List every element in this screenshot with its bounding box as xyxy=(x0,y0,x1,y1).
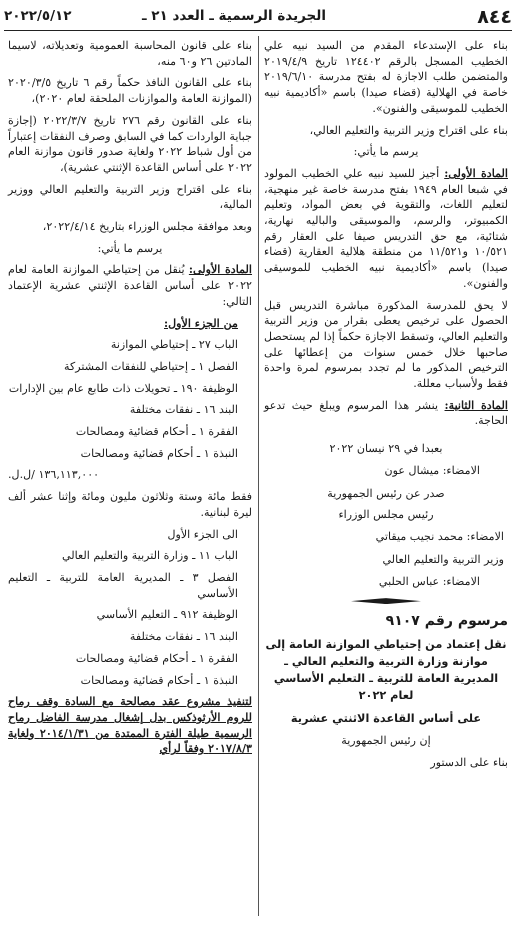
article-1-text: أجيز للسيد نبيه علي الخطيب المولود في شبعا العام ١٩٤٩ بفتح مدرسة خاصة غير منهجية، لتعليم اللغات، والتقوية في بعض المواد، وتعليم الكمبيوتر، والرسم، والموسيقى والباليه نهارية، شتائية، مع حق التدريس صيفا على العقار رقم ١٠/٥٢١ و١١/٥٢١ من منطقة هلالية العقارية (قضاء صيدا) باسم «أكاديمية نبيه الخطيب للموسيقى والفنون». xyxy=(264,166,508,290)
from-part-1: من الجزء الأول: xyxy=(164,316,238,330)
section-separator xyxy=(351,598,421,604)
gazette-title: الجريدة الرسمية ـ العدد ٢١ ـ xyxy=(141,8,326,24)
purpose-statement xyxy=(8,694,252,757)
signature-president: الامضاء: ميشال عون xyxy=(384,463,480,477)
purpose-text: لتنفيذ مشروع عقد مصالحة مع السادة وقف رماح للروم الأرثوذكس بدل إشغال مدرسة الفاضل رماح الرسمية طيلة الفترة الممتدة من ٢٠١٤/١/٣١ ولغاية ٢٠١٧/٨/٣ وفقاً لرأي xyxy=(8,695,252,756)
column-divider xyxy=(258,36,259,916)
to-subparagraph: النبذة ١ ـ أحكام قضائية ومصالحات xyxy=(80,673,238,687)
decrees-heading-2: يرسم ما يأتي: xyxy=(97,241,163,255)
decree-number: مرسوم رقم ٩١٠٧ xyxy=(385,613,508,630)
preamble-proposal-ministers: بناء على اقتراح وزير التربية والتعليم العالي ووزير المالية، xyxy=(8,182,252,212)
from-item: البند ١٦ ـ نفقات مختلفة xyxy=(129,403,238,417)
preamble-proposal: بناء على اقتراح وزير التربية والتعليم العالي، xyxy=(309,123,508,137)
from-section: الفصل ١ ـ إحتياطي للنفقات المشتركة xyxy=(64,359,238,373)
article-2 xyxy=(264,398,508,429)
signing-date: بعبدا في ٢٩ نيسان ٢٠٢٢ xyxy=(329,442,443,456)
licence-condition: لا يحق للمدرسة المذكورة مباشرة التدريس قبل الحصول على ترخيص يعطى بقرار من وزير التربية والتعليم العالي، وتسقط الاجازة حكماً إذا لم يستحصل صاحبها خلال خمس سنوات من إعطائها على الترخيص المذكور ما لم تجدد بمرسوم لمرة واحدة فقط ولأسباب معللة. xyxy=(264,298,508,391)
to-paragraph: الفقرة ١ ـ أحكام قضائية ومصالحات xyxy=(75,651,238,665)
to-part-1: الى الجزء الأول xyxy=(167,527,238,541)
right-column xyxy=(264,38,508,776)
page-header xyxy=(4,6,512,31)
transfer-amount: ١٣٦,١١٣,٠٠٠ /ل.ل. xyxy=(8,468,100,482)
amount-in-words: فقط مائة وستة وثلاثون مليون ومائة وإثنا عشر ألف ليرة لبنانية. xyxy=(8,490,252,519)
to-section: الفصل ٣ ـ المديرية العامة للتربية ـ التعليم الأساسي xyxy=(8,570,238,600)
from-paragraph: الفقرة ١ ـ أحكام قضائية ومصالحات xyxy=(75,425,238,439)
decrees-heading: يرسم ما يأتي: xyxy=(353,145,419,159)
article-2-label: المادة الثانية: xyxy=(444,398,508,412)
issue-date: ٢٠٢٢/٥/١٢ xyxy=(4,8,72,24)
from-function: الوظيفة ١٩٠ ـ تحويلات ذات طابع عام بين الإدارات xyxy=(8,381,238,395)
from-subparagraph: النبذة ١ ـ أحكام قضائية ومصالحات xyxy=(80,446,238,460)
article-2-text: ينشر هذا المرسوم ويبلغ حيث تدعو الحاجة. xyxy=(264,398,508,428)
president-line: إن رئيس الجمهورية xyxy=(341,733,431,747)
to-chapter: الباب ١١ ـ وزارة التربية والتعليم العالي xyxy=(62,549,238,563)
left-column xyxy=(8,38,252,763)
transfer-article-1 xyxy=(8,262,252,309)
minister-title: وزير التربية والتعليم العالي xyxy=(382,552,504,566)
to-item: البند ١٦ ـ نفقات مختلفة xyxy=(129,630,238,644)
preamble-accounting-law: بناء على قانون المحاسبة العمومية وتعديلاته، لاسيما المادتين ٢٦ و٦٠ منه، xyxy=(8,39,252,68)
issued-by: صدر عن رئيس الجمهورية xyxy=(327,486,445,500)
constitution-line: بناء على الدستور xyxy=(430,755,508,769)
page-number: ٨٤٤ xyxy=(477,6,512,28)
article-1-label: المادة الأولى: xyxy=(444,166,508,180)
from-chapter: الباب ٢٧ ـ إحتياطي الموازنة xyxy=(110,338,238,352)
article-1 xyxy=(264,166,508,292)
decree-title: نقل إعتماد من إحتياطي الموازنة العامة إلى موازنة وزارة التربية والتعليم العالي ـ المديرية العامة للتربية ـ التعليم الأساسي لعام ٢٠٢٢ xyxy=(265,637,507,702)
signature-prime-minister: الامضاء: محمد نجيب ميقاتي xyxy=(375,529,504,543)
signature-minister: الامضاء: عباس الحلبي xyxy=(378,575,480,589)
transfer-article-1-label: المادة الأولى: xyxy=(188,263,253,277)
transfer-article-1-text: يُنقل من إحتياطي الموازنة العامة لعام ٢٠٢٢ على أساس القاعدة الإثنتي عشرية الإعتماد التالي: xyxy=(8,263,252,308)
preamble-law-6: بناء على القانون النافذ حكماً رقم ٦ تاريخ ٢٠٢٠/٣/٥ (الموازنة العامة والموازنات الملحقة لعام ٢٠٢٠)، xyxy=(8,76,252,106)
prime-minister-title: رئيس مجلس الوزراء xyxy=(338,508,434,522)
preamble-law-276: بناء على القانون رقم ٢٧٦ تاريخ ٢٠٢٢/٣/٧ (إجازة جباية الواردات كما في السابق وصرف النفقات إعتباراً من أول شباط ٢٠٢٢ ولغاية صدور قانون موازنة العام ٢٠٢٢ على أساس القاعدة الإثنتي عشرية)، xyxy=(8,113,252,174)
decree-subtitle: على أساس القاعدة الاثنتي عشرية xyxy=(290,711,482,725)
preamble-council-approval: وبعد موافقة مجلس الوزراء بتاريخ ٢٠٢٢/٤/١٤، xyxy=(42,220,252,234)
preamble-request: بناء على الإستدعاء المقدم من السيد نبيه علي الخطيب المسجل بالرقم ١٢٤٤٠٢ تاريخ ٢٠١٩/٤/٩ والمتضمن طلب الاجازة له بفتح مدرسة ٢٠١٩/٦/١٠ خاصة في الهلالية (قضاء صيدا) باسم «أكاديمية نبيه الخطيب للموسيقى والفنون». xyxy=(264,39,508,115)
to-function: الوظيفة ٩١٢ ـ التعليم الأساسي xyxy=(96,608,238,622)
